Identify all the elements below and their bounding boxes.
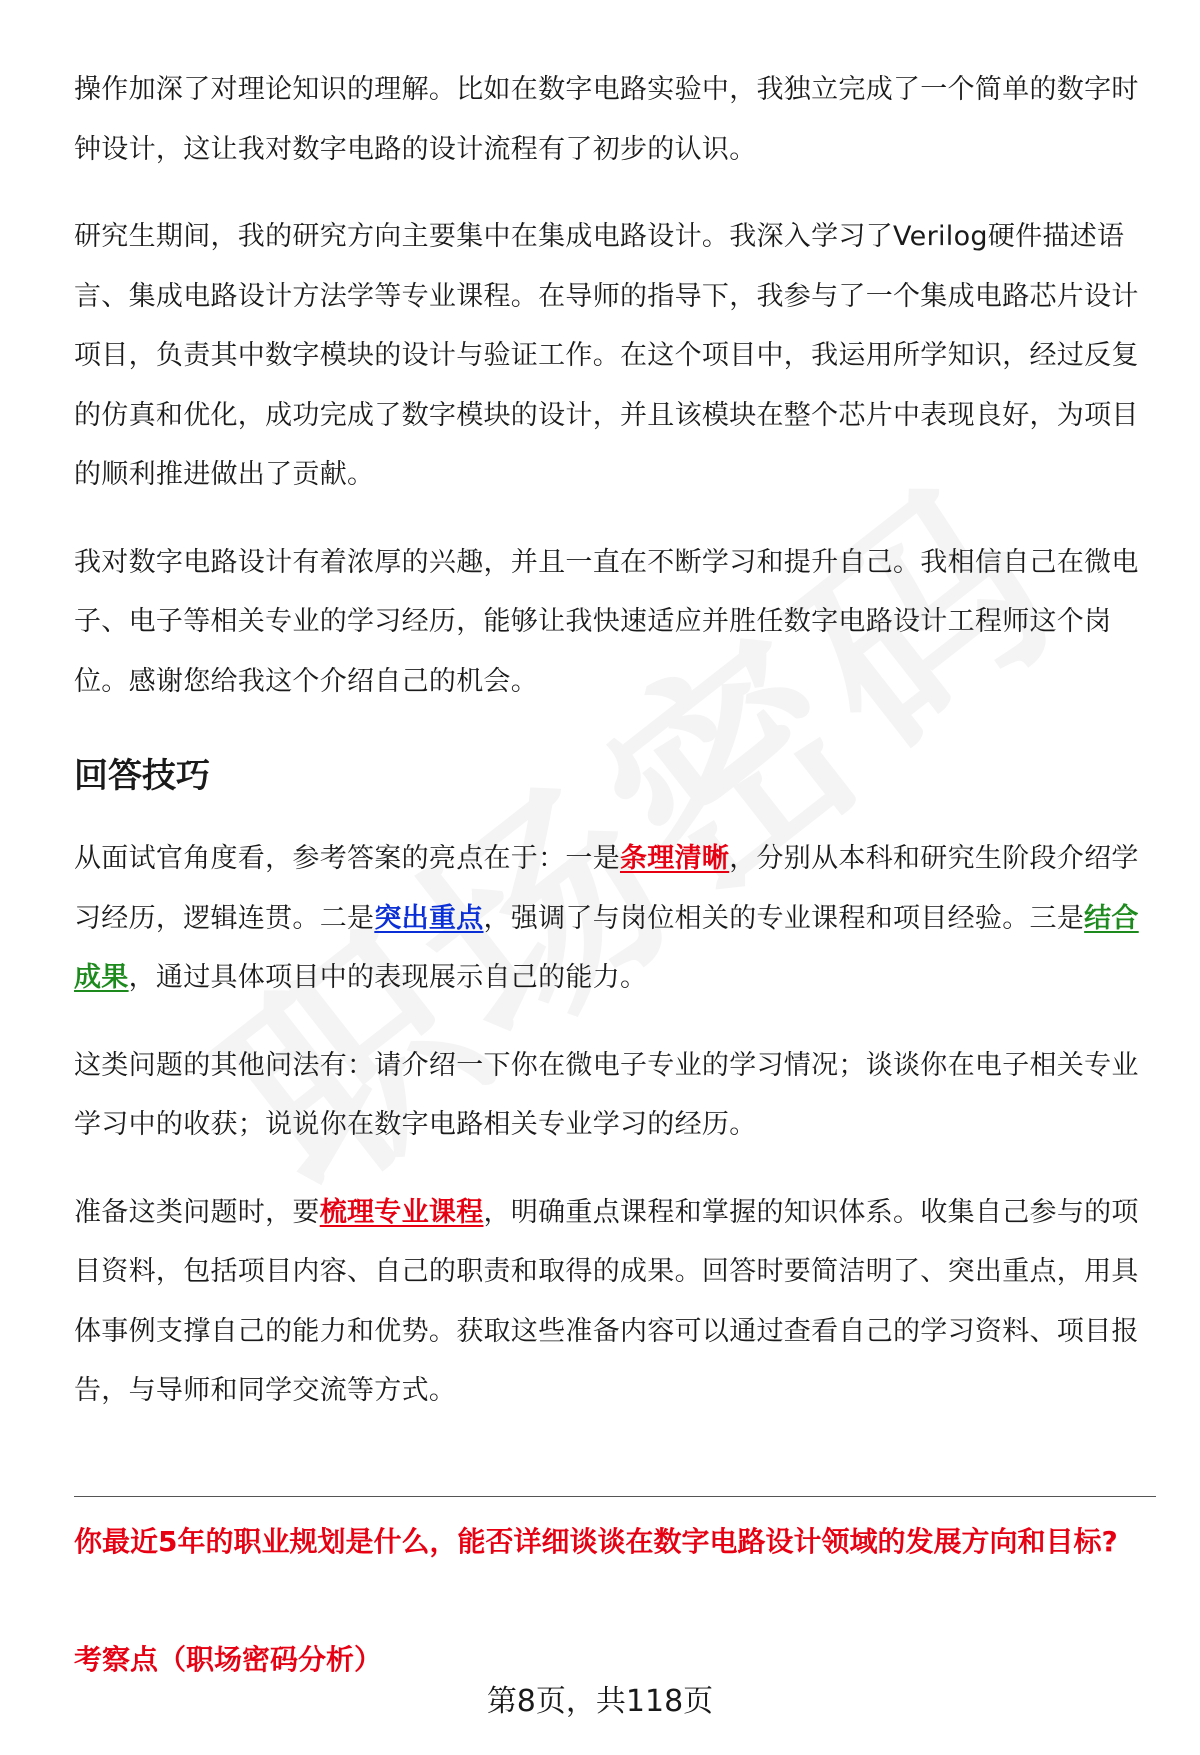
paragraph-interest: 我对数字电路设计有着浓厚的兴趣，并且一直在不断学习和提升自己。我相信自己在微电子、电子等相关专业的学习经历，能够让我快速适应并胜任数字电路设计工程师这个岗位。感谢您给我这个介绍自己的机会。 bbox=[74, 546, 1139, 697]
section-title-answer-tips: 回答技巧 bbox=[74, 756, 210, 796]
tips-text: ，明确重点课程和掌握的知识体系。收集自己参与的项目资料，包括项目内容、自己的职责和取得的成果。回答时要简洁明了、突出重点，用具体事例支撑自己的能力和优势。获取这些准备内容可以通过查看自己的学习资料、项目报告，与导师和同学交流等方式。 bbox=[74, 1196, 1139, 1406]
next-question-subhead: 考察点（职场密码分析） bbox=[74, 1643, 383, 1676]
highlight-key-points: 突出重点 bbox=[374, 902, 484, 934]
highlight-sort-courses: 梳理专业课程 bbox=[319, 1196, 484, 1228]
tips-paragraph-alternate-questions: 这类问题的其他问法有：请介绍一下你在微电子专业的学习情况；谈谈你在电子相关专业学习中的收获；说说你在数字电路相关专业学习的经历。 bbox=[74, 1049, 1139, 1140]
page-footer: 第8页，共118页 bbox=[486, 1684, 714, 1719]
section-divider bbox=[74, 1496, 1156, 1497]
tips-text: ，强调了与岗位相关的专业课程和项目经验。三是 bbox=[483, 902, 1085, 934]
tips-text: 准备这类问题时，要 bbox=[74, 1196, 320, 1228]
tips-text: 从面试官角度看，参考答案的亮点在于：一是 bbox=[74, 843, 620, 874]
paragraph-graduate: 研究生期间，我的研究方向主要集中在集成电路设计。我深入学习了Verilog硬件描述语言、集成电路设计方法学等专业课程。在导师的指导下，我参与了一个集成电路芯片设计项目，负责其中数字模块的设计与验证工作。在这个项目中，我运用所学知识，经过反复的仿真和优化，成功完成了数字模块的设计，并且该模块在整个芯片中表现良好，为项目的顺利推进做出了贡献。 bbox=[74, 221, 1139, 490]
tips-text: ，通过具体项目中的表现展示自己的能力。 bbox=[128, 962, 648, 993]
next-question-title: 你最近5年的职业规划是什么，能否详细谈谈在数字电路设计领域的发展方向和目标? bbox=[74, 1525, 1118, 1558]
tips-paragraph-highlights bbox=[74, 829, 1156, 1008]
document-body bbox=[74, 60, 1156, 1449]
highlight-clear-structure: 条理清晰 bbox=[620, 843, 730, 874]
paragraph-undergrad-continued: 操作加深了对理论知识的理解。比如在数字电路实验中，我独立完成了一个简单的数字时钟设计，这让我对数字电路的设计流程有了初步的认识。 bbox=[74, 74, 1139, 165]
tips-text: ，分别从本科和研究生阶段介绍学习经历，逻辑连贯。二是 bbox=[74, 843, 1139, 934]
highlight-results: 结合成果 bbox=[74, 902, 1139, 993]
tips-paragraph-preparation bbox=[74, 1183, 1156, 1421]
